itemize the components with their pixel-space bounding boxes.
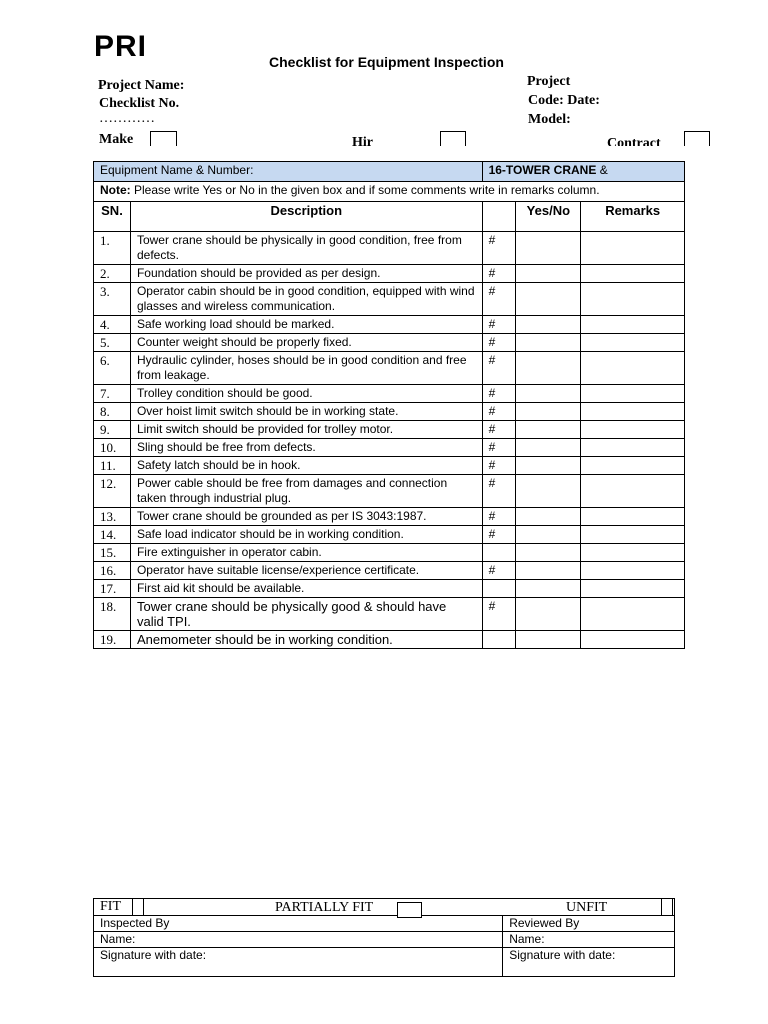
yes-no-field[interactable] (516, 352, 581, 385)
inspection-table (93, 161, 685, 649)
row-description: Operator have suitable license/experience certificate. (130, 562, 482, 580)
yes-no-field[interactable] (516, 283, 581, 316)
row-description: Operator cabin should be in good condition, equipped with wind glasses and wireless communication. (130, 283, 482, 316)
checklist-row (94, 232, 685, 265)
row-mark: # (482, 316, 516, 334)
row-number: 3. (94, 283, 131, 316)
signature-row (94, 948, 675, 977)
header-fields (0, 0, 768, 146)
yes-no-field[interactable] (516, 544, 581, 562)
checklist-row (94, 457, 685, 475)
equipment-name: 16-TOWER CRANE (488, 163, 597, 177)
remarks-field[interactable] (581, 598, 685, 631)
reviewer-name-field[interactable]: Name: (503, 932, 675, 948)
row-number: 11. (94, 457, 131, 475)
note-cell (94, 182, 685, 202)
partially-fit-label: PARTIALLY FIT (275, 900, 374, 915)
row-mark: # (482, 283, 516, 316)
col-description: Description (130, 202, 482, 232)
inspector-name-field[interactable]: Name: (94, 932, 503, 948)
row-mark: # (482, 562, 516, 580)
row-number: 2. (94, 265, 131, 283)
equipment-label: Equipment Name & Number: (94, 162, 483, 182)
row-description: Power cable should be free from damages and connection taken through industrial plug. (130, 475, 482, 508)
remarks-field[interactable] (581, 439, 685, 457)
row-number: 7. (94, 385, 131, 403)
row-number: 1. (94, 232, 131, 265)
result-table (93, 898, 675, 977)
row-number: 19. (94, 631, 131, 649)
row-mark: # (482, 265, 516, 283)
remarks-field[interactable] (581, 526, 685, 544)
row-mark: # (482, 421, 516, 439)
row-mark: # (482, 457, 516, 475)
row-number: 10. (94, 439, 131, 457)
remarks-field[interactable] (581, 283, 685, 316)
checklist-row (94, 316, 685, 334)
column-header-row (94, 202, 685, 232)
col-sn: SN. (94, 202, 131, 232)
company-logo: PRI (94, 30, 148, 63)
code-date-label: Code: Date: (528, 93, 600, 108)
row-mark: # (482, 508, 516, 526)
remarks-field[interactable] (581, 562, 685, 580)
equipment-value (482, 162, 684, 182)
row-description: Fire extinguisher in operator cabin. (130, 544, 482, 562)
note-text: Please write Yes or No in the given box and if some comments write in remarks column. (130, 183, 600, 197)
inspector-signature-field[interactable]: Signature with date: (94, 948, 503, 977)
row-mark: # (482, 403, 516, 421)
yes-no-field[interactable] (516, 598, 581, 631)
row-number: 4. (94, 316, 131, 334)
yes-no-field[interactable] (516, 232, 581, 265)
row-number: 15. (94, 544, 131, 562)
row-mark (482, 544, 516, 562)
row-mark: # (482, 385, 516, 403)
remarks-field[interactable] (581, 385, 685, 403)
checklist-row (94, 631, 685, 649)
unfit-spacer (673, 899, 675, 916)
row-description: Tower crane should be physically good & should have valid TPI. (130, 598, 482, 631)
row-description: Over hoist limit switch should be in working state. (130, 403, 482, 421)
row-number: 9. (94, 421, 131, 439)
unfit-label: UNFIT (566, 900, 608, 915)
row-number: 14. (94, 526, 131, 544)
checklist-row (94, 421, 685, 439)
fit-options (144, 899, 662, 916)
reviewed-by-label: Reviewed By (503, 916, 675, 932)
row-description: Hydraulic cylinder, hoses should be in good condition and free from leakage. (130, 352, 482, 385)
row-number: 18. (94, 598, 131, 631)
yes-no-field[interactable] (516, 457, 581, 475)
checklist-row (94, 265, 685, 283)
row-description: Safe working load should be marked. (130, 316, 482, 334)
remarks-field[interactable] (581, 421, 685, 439)
remarks-field[interactable] (581, 334, 685, 352)
checklist-row (94, 334, 685, 352)
row-description: Safe load indicator should be in working condition. (130, 526, 482, 544)
row-number: 17. (94, 580, 131, 598)
row-description: Safety latch should be in hook. (130, 457, 482, 475)
row-description: Tower crane should be grounded as per IS 3043:1987. (130, 508, 482, 526)
yes-no-field[interactable] (516, 265, 581, 283)
checklist-row (94, 562, 685, 580)
make-checkbox[interactable] (150, 131, 177, 146)
partially-fit-checkbox[interactable] (397, 902, 422, 918)
fit-label: FIT (94, 899, 133, 916)
yes-no-field[interactable] (516, 508, 581, 526)
yes-no-field[interactable] (516, 580, 581, 598)
row-mark: # (482, 475, 516, 508)
checklist-no-dots: ………… (99, 111, 155, 126)
yes-no-field[interactable] (516, 475, 581, 508)
yes-no-field[interactable] (516, 631, 581, 649)
row-mark: # (482, 598, 516, 631)
page-title: Checklist for Equipment Inspection (269, 54, 504, 70)
checklist-row (94, 544, 685, 562)
checklist-row (94, 598, 685, 631)
checklist-row (94, 526, 685, 544)
row-number: 5. (94, 334, 131, 352)
row-description: Trolley condition should be good. (130, 385, 482, 403)
remarks-field[interactable] (581, 631, 685, 649)
name-row (94, 932, 675, 948)
row-description: First aid kit should be available. (130, 580, 482, 598)
row-description: Tower crane should be physically in good condition, free from defects. (130, 232, 482, 265)
row-description: Anemometer should be in working condition. (130, 631, 482, 649)
yes-no-field[interactable] (516, 334, 581, 352)
checklist-row (94, 352, 685, 385)
col-yes-no: Yes/No (516, 202, 581, 232)
remarks-field[interactable] (581, 580, 685, 598)
note-row (94, 182, 685, 202)
row-mark: # (482, 352, 516, 385)
yes-no-field[interactable] (516, 403, 581, 421)
row-number: 6. (94, 352, 131, 385)
yes-no-field[interactable] (516, 562, 581, 580)
row-number: 12. (94, 475, 131, 508)
inspected-row (94, 916, 675, 932)
row-mark: # (482, 232, 516, 265)
project-label: Project (527, 74, 571, 89)
hir-label: Hir (352, 135, 373, 146)
row-description: Counter weight should be properly fixed. (130, 334, 482, 352)
contract-label: Contract (607, 136, 661, 146)
col-remarks: Remarks (581, 202, 685, 232)
checklist-row (94, 385, 685, 403)
remarks-field[interactable] (581, 352, 685, 385)
row-mark: # (482, 439, 516, 457)
checklist-row (94, 283, 685, 316)
reviewer-signature-field[interactable]: Signature with date: (503, 948, 675, 977)
row-mark (482, 631, 516, 649)
remarks-field[interactable] (581, 265, 685, 283)
yes-no-field[interactable] (516, 526, 581, 544)
row-description: Foundation should be provided as per design. (130, 265, 482, 283)
row-mark: # (482, 526, 516, 544)
row-number: 16. (94, 562, 131, 580)
checklist-row (94, 475, 685, 508)
row-number: 13. (94, 508, 131, 526)
model-label: Model: (528, 112, 571, 127)
checklist-row (94, 403, 685, 421)
checklist-row (94, 508, 685, 526)
yes-no-field[interactable] (516, 439, 581, 457)
row-mark: # (482, 334, 516, 352)
row-number: 8. (94, 403, 131, 421)
yes-no-field[interactable] (516, 385, 581, 403)
checklist-no-label: Checklist No. (99, 96, 180, 111)
equipment-suffix: & (596, 163, 608, 177)
remarks-field[interactable] (581, 403, 685, 421)
remarks-field[interactable] (581, 508, 685, 526)
yes-no-field[interactable] (516, 316, 581, 334)
fit-checkbox[interactable] (133, 899, 144, 916)
remarks-field[interactable] (581, 544, 685, 562)
col-mark (482, 202, 516, 232)
remarks-field[interactable] (581, 457, 685, 475)
unfit-checkbox[interactable] (662, 899, 673, 916)
row-description: Sling should be free from defects. (130, 439, 482, 457)
make-label: Make (99, 132, 134, 146)
note-label: Note: (100, 183, 131, 197)
checklist-row (94, 439, 685, 457)
checklist-row (94, 580, 685, 598)
row-description: Limit switch should be provided for trolley motor. (130, 421, 482, 439)
remarks-field[interactable] (581, 316, 685, 334)
fit-row (94, 899, 675, 916)
project-name-label: Project Name: (98, 78, 185, 93)
remarks-field[interactable] (581, 232, 685, 265)
yes-no-field[interactable] (516, 421, 581, 439)
inspected-by-label: Inspected By (94, 916, 503, 932)
hir-checkbox[interactable] (440, 131, 466, 146)
equipment-row (94, 162, 685, 182)
remarks-field[interactable] (581, 475, 685, 508)
contract-checkbox[interactable] (684, 131, 710, 146)
row-mark (482, 580, 516, 598)
